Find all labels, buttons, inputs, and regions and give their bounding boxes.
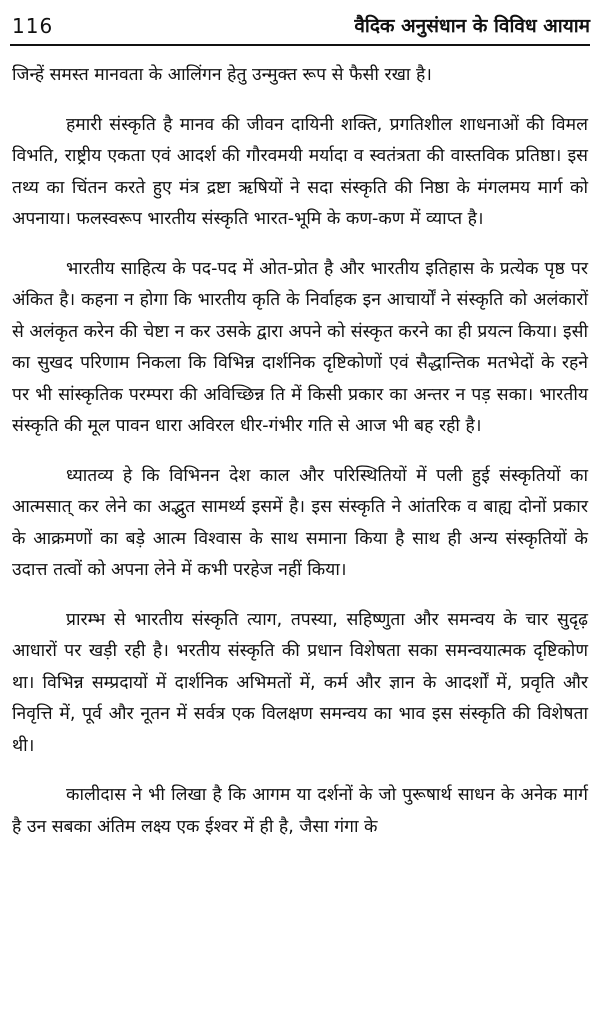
paragraph: भारतीय साहित्य के पद-पद में ओत-प्रोत है और भारतीय इतिहास के प्रत्येक पृष्ठ पर अंकित है। कहना न होगा कि भारतीय कृति के निर्वाहक इन आचार्यों ने संस्कृति को अलंकारों से अलंकृत करेन की चेष्टा न कर उसके द्वारा अपने को संस्कृत करने का ही प्रयत्न किया। इसी का सुखद परिणाम निकला कि विभिन्न दार्शनिक दृष्टिकोणों एवं सैद्धान्तिक मतभेदों के रहने पर भी सांस्कृतिक परम्परा की अविच्छिन्न ति में किसी प्रकार का अन्तर न पड़ सका। भारतीय संस्कृति की मूल पावन धारा अविरल धीर-गंभीर गति से आज भी बह रही है। xyxy=(12,258,588,436)
paragraph-continued: जिन्हें समस्त मानवता के आलिंगन हेतु उन्मुक्त रूप से फैसी रखा है। xyxy=(12,65,432,85)
paragraph: कालीदास ने भी लिखा है कि आगम या दर्शनों के जो पुरूषार्थ साधन के अनेक मार्ग है उन सबका अंतिम लक्ष्य एक ईश्वर में ही है, जैसा गंगा के xyxy=(12,785,588,837)
page-header xyxy=(10,8,590,46)
page-number: 116 xyxy=(12,14,54,38)
running-title: वैदिक अनुसंधान के विविध आयाम xyxy=(354,15,590,37)
body-text xyxy=(12,60,588,861)
paragraph: प्रारम्भ से भारतीय संस्कृति त्याग, तपस्या, सहिष्णुता और समन्वय के चार सुदृढ़ आधारों पर खड़ी रही है। भरतीय संस्कृति की प्रधान विशेषता सका समन्वयात्मक दृष्टिकोण था। विभिन्न सम्प्रदायों में दार्शनिक अभिमतों में, कर्म और ज्ञान के आदर्शों में, प्रवृति और निवृत्ति में, पूर्व और नूतन में सर्वत्र एक विलक्षण समन्वय का भाव इस संस्कृति की विशेषता थी। xyxy=(12,609,588,756)
paragraph: ध्यातव्य हे कि विभिनन देश काल और परिस्थितियों में पली हुई संस्कृतियों का आत्मसात् कर लेने का अद्भुत सामर्थ्य इसमें है। इस संस्कृति ने आंतरिक व बाह्य दोनों प्रकार के आक्रमणों का बड़े आत्म विश्वास के साथ समाना किया है साथ ही अन्य संस्कृतियों के उदात्त तत्वों को अपना लेने में कभी परहेज नहीं किया। xyxy=(12,465,588,580)
paragraph: हमारी संस्कृति है मानव की जीवन दायिनी शक्ति, प्रगतिशील शाधनाओं की विमल विभति, राष्ट्रीय एकता एवं आदर्श की गौरवमयी मर्यादा व स्वतंत्रता की वास्तविक प्रतिष्ठा। इस तथ्य का चिंतन करते हुए मंत्र द्रष्टा ऋषियों ने सदा संस्कृति की निष्ठा के मंगलमय मार्ग को अपनाया। फलस्वरूप भारतीय संस्कृति भारत-भूमि के कण-कण में व्याप्त है। xyxy=(12,114,588,229)
